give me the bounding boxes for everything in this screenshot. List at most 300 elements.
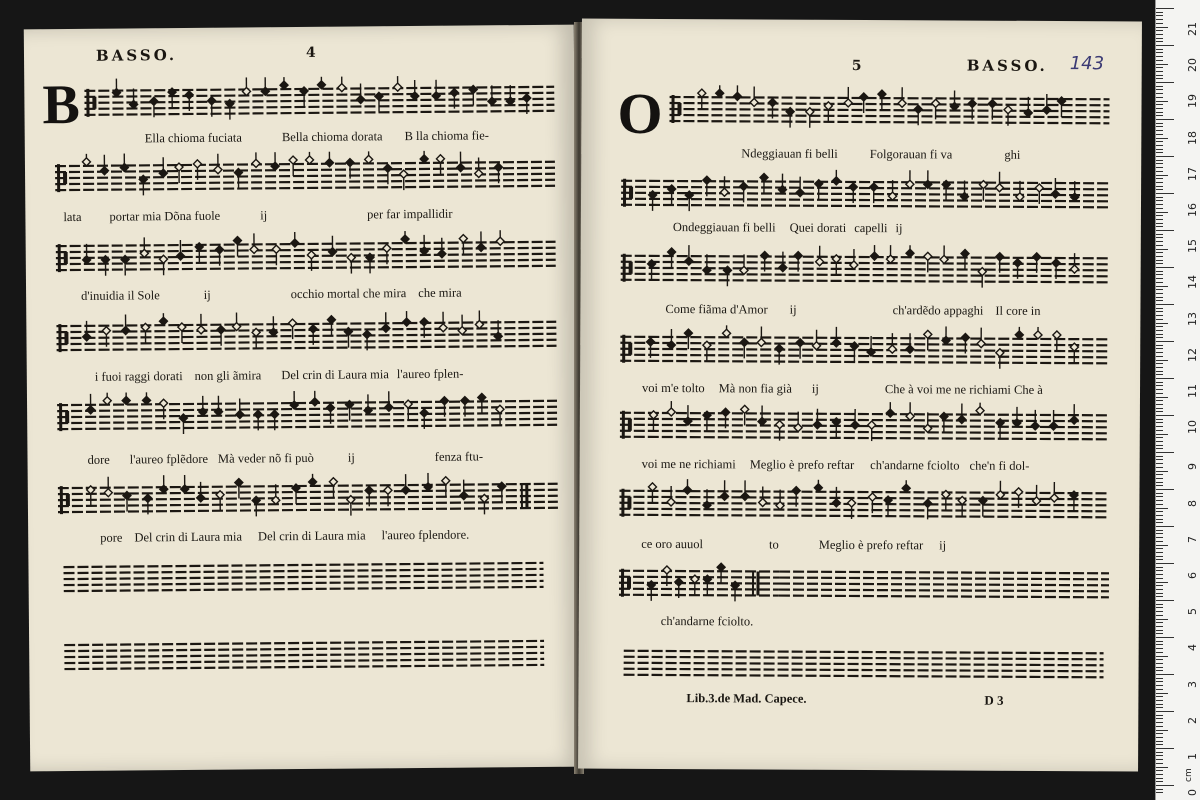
scale-tick (1156, 152, 1163, 153)
scale-tick (1156, 574, 1163, 575)
scale-tick (1156, 596, 1163, 597)
scale-tick (1156, 204, 1163, 205)
scale-tick (1156, 108, 1163, 109)
scale-tick (1156, 30, 1163, 31)
scale-tick (1156, 160, 1163, 161)
scale-tick (1156, 208, 1163, 209)
scale-tick (1156, 667, 1163, 668)
scale-tick (1156, 570, 1163, 571)
scale-tick (1156, 89, 1163, 90)
lyric-text: Il core in (995, 303, 1041, 318)
scale-tick (1156, 115, 1163, 116)
music-staff (58, 472, 558, 534)
scale-tick (1156, 337, 1163, 338)
drop-cap-initial: O (617, 80, 663, 146)
scale-number: 0 (1186, 789, 1199, 797)
scale-tick (1156, 656, 1168, 657)
scale-tick (1156, 112, 1163, 113)
scale-tick (1156, 511, 1163, 512)
scale-tick (1156, 123, 1163, 124)
scale-tick (1156, 504, 1163, 505)
scale-tick (1156, 700, 1163, 701)
scale-tick (1156, 500, 1163, 501)
scale-tick (1156, 45, 1174, 46)
lyric-text: ij (939, 538, 947, 553)
scale-tick (1156, 585, 1163, 586)
scale-tick (1156, 422, 1163, 423)
lyric-text: Bella chioma dorata (281, 129, 383, 145)
left-page-header: BASSO. (95, 46, 178, 65)
scale-tick (1156, 452, 1174, 453)
scale-tick (1156, 770, 1163, 771)
drop-cap-initial: B (42, 73, 81, 137)
scale-tick (1156, 578, 1163, 579)
scale-tick (1156, 41, 1163, 42)
music-staff (620, 401, 1110, 462)
scale-tick (1156, 19, 1163, 20)
scale-tick (1156, 641, 1163, 642)
scale-tick (1156, 149, 1163, 150)
lyric-text: ij (895, 221, 903, 236)
right-page-header: BASSO. (966, 56, 1048, 75)
lyric-line (100, 528, 469, 546)
scale-tick (1156, 644, 1163, 645)
scale-tick (1156, 648, 1163, 649)
scale-tick (1156, 200, 1163, 201)
scale-tick (1156, 278, 1163, 279)
scale-number: 10 (1186, 420, 1199, 435)
music-staff (669, 85, 1109, 145)
lyric-line (665, 302, 1040, 319)
scale-tick (1156, 437, 1163, 438)
scale-tick (1156, 326, 1163, 327)
scale-tick (1156, 670, 1163, 671)
lyric-text: ch'andarne fciolto. (660, 613, 754, 629)
lyric-line (81, 286, 462, 304)
scale-tick (1156, 741, 1163, 742)
scale-tick (1156, 622, 1163, 623)
scale-tick (1156, 352, 1163, 353)
scale-tick (1156, 604, 1163, 605)
empty-staff (63, 551, 543, 601)
scale-number: 9 (1186, 463, 1199, 471)
scale-tick (1156, 189, 1163, 190)
scale-tick (1156, 781, 1163, 782)
scale-number: 20 (1186, 58, 1199, 73)
scale-tick (1156, 693, 1168, 694)
scale-tick (1156, 434, 1168, 435)
empty-staff (779, 560, 1109, 612)
lyric-text: l'aureo fplendore. (381, 527, 470, 543)
scale-number: 8 (1186, 499, 1199, 507)
lyric-text: Come fiãma d'Amor (665, 301, 768, 317)
lyric-text: voi m'e tolto (641, 380, 705, 396)
scale-number: 16 (1186, 203, 1199, 217)
music-staff (620, 325, 1110, 386)
scale-tick (1156, 789, 1163, 790)
signature-mark: D 3 (984, 692, 1004, 708)
scale-tick (1156, 293, 1163, 294)
scale-tick (1156, 311, 1163, 312)
scale-tick (1156, 541, 1163, 542)
scale-tick (1156, 138, 1168, 139)
scale-tick (1156, 456, 1163, 457)
music-staff (619, 479, 1109, 540)
scale-tick (1156, 245, 1163, 246)
lyric-text: ce oro auuol (641, 536, 704, 552)
music-staff (620, 244, 1110, 305)
scale-number: 13 (1186, 311, 1199, 326)
lyric-line (661, 614, 754, 629)
scale-tick (1156, 607, 1163, 608)
scale-tick (1156, 167, 1163, 168)
scale-tick (1156, 93, 1163, 94)
lyric-text: ij (203, 287, 211, 302)
scale-tick (1156, 52, 1163, 53)
scale-tick (1156, 533, 1163, 534)
scale-tick (1156, 508, 1168, 509)
lyric-text: d'inuidia il Sole (81, 288, 160, 303)
scale-tick (1156, 415, 1174, 416)
scale-tick (1156, 126, 1163, 127)
scale-tick (1156, 315, 1163, 316)
scale-tick (1156, 408, 1163, 409)
lyric-text: dore (87, 452, 110, 467)
music-staff (55, 150, 555, 212)
scale-tick (1156, 300, 1163, 301)
lyric-line (641, 537, 946, 554)
left-page (24, 25, 580, 772)
scale-tick (1156, 289, 1163, 290)
scale-tick (1156, 393, 1163, 394)
scale-tick (1156, 489, 1174, 490)
scale-tick (1156, 548, 1163, 549)
scale-tick (1156, 752, 1163, 753)
scale-tick (1156, 286, 1168, 287)
left-page-number: 4 (305, 44, 316, 61)
scale-tick (1156, 774, 1163, 775)
scale-unit-label: cm (1184, 768, 1194, 782)
lyric-text: Ella chioma fuciata (144, 130, 242, 146)
lyric-line (642, 457, 1030, 474)
scale-tick (1156, 567, 1163, 568)
empty-staff (623, 639, 1103, 692)
scale-tick (1156, 530, 1163, 531)
scale-tick (1156, 193, 1174, 194)
scale-tick (1156, 64, 1168, 65)
scale-tick (1156, 271, 1163, 272)
scale-tick (1156, 615, 1163, 616)
scale-number: 15 (1186, 239, 1199, 254)
music-staff (619, 559, 779, 618)
lyric-text: capelli (854, 220, 888, 236)
lyric-text: Mà veder nõ fi può (217, 450, 314, 466)
lyric-text: to (768, 537, 779, 552)
scale-tick (1156, 49, 1163, 50)
scale-number: 12 (1186, 347, 1199, 362)
scale-tick (1156, 163, 1163, 164)
scale-tick (1156, 485, 1163, 486)
scale-tick (1156, 493, 1163, 494)
scale-tick (1156, 619, 1168, 620)
lyric-text: che'n fi dol- (969, 458, 1030, 473)
scale-tick (1156, 367, 1163, 368)
scale-tick (1156, 397, 1168, 398)
lyric-text: portar mia Dõna fuole (109, 208, 221, 224)
lyric-text: Ndeggiauan fi belli (741, 146, 838, 161)
scale-number: 1 (1186, 753, 1199, 760)
scale-tick (1156, 744, 1163, 745)
scale-tick (1156, 241, 1163, 242)
scale-tick (1156, 274, 1163, 275)
lyric-text: Quei dorati (789, 220, 847, 235)
scale-tick (1156, 593, 1163, 594)
scale-tick (1156, 15, 1163, 16)
scale-number: 21 (1186, 22, 1199, 36)
scale-tick (1156, 445, 1163, 446)
scale-number: 6 (1186, 572, 1199, 579)
book-colophon: Lib.3.de Mad. Capece. (686, 691, 807, 706)
scale-number: 17 (1186, 166, 1199, 181)
lyric-text: non gli ãmira (194, 368, 262, 383)
scale-tick (1156, 678, 1163, 679)
scale-tick (1156, 389, 1163, 390)
scale-tick (1156, 212, 1168, 213)
lyric-text: ij (811, 381, 819, 396)
scale-tick (1156, 141, 1163, 142)
lyric-text: occhio mortal che mira (290, 286, 407, 302)
scale-tick (1156, 478, 1163, 479)
scale-tick (1156, 652, 1163, 653)
scale-tick (1156, 659, 1163, 660)
scale-number: 5 (1186, 608, 1199, 616)
scale-tick (1156, 27, 1168, 28)
scale-tick (1156, 382, 1163, 383)
scale-tick (1156, 260, 1163, 261)
scale-tick (1156, 119, 1174, 120)
scale-tick (1156, 674, 1174, 675)
scale-tick (1156, 778, 1163, 779)
lyric-text: per far impallidir (367, 206, 453, 222)
scale-tick (1156, 785, 1174, 786)
scale-number: 4 (1186, 644, 1199, 652)
scale-tick (1156, 67, 1163, 68)
scale-tick (1156, 763, 1163, 764)
lyric-text: Folgorauan fi va (869, 147, 953, 162)
scale-tick (1156, 134, 1163, 135)
scale-tick (1156, 767, 1168, 768)
measurement-scale (1155, 0, 1200, 800)
right-page (578, 19, 1142, 772)
lyric-text: Che à voi me ne richiami Che à (884, 382, 1043, 397)
scale-number: 19 (1186, 94, 1199, 109)
lyric-text: Del crin di Laura mia (134, 529, 243, 545)
scale-tick (1156, 371, 1163, 372)
scale-tick (1156, 563, 1174, 564)
lyric-text: ch'andarne fciolto (870, 458, 960, 473)
scale-tick (1156, 411, 1163, 412)
scale-tick (1156, 792, 1163, 793)
scale-tick (1156, 38, 1163, 39)
scale-tick (1156, 363, 1163, 364)
scale-tick (1156, 130, 1163, 131)
lyric-text: ch'ardẽdo appaghi (892, 303, 984, 318)
scale-tick (1156, 430, 1163, 431)
scale-tick (1156, 219, 1163, 220)
scale-tick (1156, 559, 1163, 560)
scale-tick (1156, 611, 1163, 612)
scale-tick (1156, 345, 1163, 346)
scale-tick (1156, 101, 1168, 102)
lyric-line (145, 128, 489, 146)
scale-tick (1156, 374, 1163, 375)
scale-tick (1156, 263, 1163, 264)
scale-tick (1156, 334, 1163, 335)
scale-tick (1156, 459, 1163, 460)
scale-tick (1156, 522, 1163, 523)
scale-tick (1156, 526, 1174, 527)
lyric-line (642, 381, 1043, 398)
music-staff (57, 389, 557, 451)
scale-tick (1156, 733, 1163, 734)
scale-tick (1156, 256, 1163, 257)
scale-tick (1156, 145, 1163, 146)
scale-tick (1156, 633, 1163, 634)
scale-tick (1156, 97, 1163, 98)
scale-tick (1156, 223, 1163, 224)
scale-tick (1156, 630, 1163, 631)
scale-tick (1156, 748, 1174, 749)
lyric-text: voi me ne richiami (641, 456, 736, 472)
handwritten-folio-number: 143 (1069, 53, 1105, 75)
scale-tick (1156, 282, 1163, 283)
scale-tick (1156, 186, 1163, 187)
scale-tick (1156, 175, 1168, 176)
scale-tick (1156, 637, 1174, 638)
scale-tick (1156, 496, 1163, 497)
scale-tick (1156, 515, 1163, 516)
scale-tick (1156, 82, 1174, 83)
scale-tick (1156, 78, 1163, 79)
scale-tick (1156, 12, 1163, 13)
scale-tick (1156, 267, 1174, 268)
scale-tick (1156, 60, 1163, 61)
lyric-text: Del crin di Laura mia (281, 367, 389, 383)
scale-tick (1156, 252, 1163, 253)
lyric-text: l'aureo fplen- (396, 366, 464, 382)
scale-tick (1156, 404, 1163, 405)
scale-tick (1156, 755, 1163, 756)
scale-number: 11 (1186, 384, 1199, 398)
scale-tick (1156, 663, 1163, 664)
scale-tick (1156, 86, 1163, 87)
scale-tick (1156, 319, 1163, 320)
lyric-text: l'aureo fplẽdore (129, 451, 209, 467)
lyric-line (673, 220, 903, 236)
scale-number: 2 (1186, 716, 1199, 724)
scale-tick (1156, 600, 1174, 601)
scale-tick (1156, 356, 1163, 357)
scale-tick (1156, 234, 1163, 235)
scale-tick (1156, 419, 1163, 420)
scale-tick (1156, 704, 1163, 705)
music-staff (56, 310, 556, 372)
scale-tick (1156, 71, 1163, 72)
scale-tick (1156, 463, 1163, 464)
scale-tick (1156, 537, 1163, 538)
lyric-text: i fuoi raggi dorati (94, 369, 183, 384)
scale-tick (1156, 545, 1168, 546)
scale-tick (1156, 589, 1163, 590)
scale-tick (1156, 178, 1163, 179)
scale-tick (1156, 56, 1163, 57)
scale-tick (1156, 681, 1163, 682)
scale-tick (1156, 360, 1168, 361)
scale-tick (1156, 34, 1163, 35)
scale-number: 7 (1186, 535, 1199, 543)
scale-tick (1156, 171, 1163, 172)
lyric-text: Mà non fia già (718, 381, 792, 396)
scale-tick (1156, 556, 1163, 557)
lyric-text: ij (789, 302, 797, 317)
scale-tick (1156, 304, 1174, 305)
scale-tick (1156, 226, 1163, 227)
lyric-text: Del crin di Laura mia (257, 528, 366, 544)
scale-tick (1156, 685, 1163, 686)
scale-tick (1156, 308, 1163, 309)
scale-tick (1156, 400, 1163, 401)
lyric-text: ij (260, 208, 268, 223)
scale-tick (1156, 626, 1163, 627)
lyric-text: B lla chioma fie- (404, 128, 489, 144)
scale-tick (1156, 297, 1163, 298)
right-page-number: 5 (851, 57, 862, 75)
scale-tick (1156, 215, 1163, 216)
scale-number: 3 (1186, 680, 1199, 688)
scale-tick (1156, 156, 1174, 157)
lyric-text: pore (100, 530, 123, 545)
scale-tick (1156, 330, 1163, 331)
scale-tick (1156, 182, 1163, 183)
lyric-text: Meglio è prefo reftar (818, 537, 924, 553)
lyric-line (63, 207, 452, 225)
scale-tick (1156, 8, 1174, 9)
scale-tick (1156, 385, 1163, 386)
scale-tick (1156, 471, 1168, 472)
scale-tick (1156, 689, 1163, 690)
scale-tick (1156, 718, 1163, 719)
scale-number: 18 (1186, 130, 1199, 145)
scale-tick (1156, 707, 1163, 708)
lyric-text: Meglio è prefo reftar (749, 457, 855, 472)
lyric-text: fenza ftu- (434, 449, 484, 464)
scale-tick (1156, 711, 1174, 712)
scale-tick (1156, 23, 1163, 24)
lyric-text: che mira (418, 285, 462, 300)
scale-tick (1156, 474, 1163, 475)
scale-tick (1156, 759, 1163, 760)
lyric-text: ghi (1004, 147, 1021, 162)
lyric-line (741, 146, 1020, 162)
music-staff (56, 230, 556, 292)
scale-tick (1156, 348, 1163, 349)
scale-tick (1156, 230, 1174, 231)
empty-staff (64, 629, 544, 679)
scale-tick (1156, 696, 1163, 697)
scale-tick (1156, 378, 1174, 379)
lyric-text: lata (63, 209, 82, 225)
scale-tick (1156, 104, 1163, 105)
